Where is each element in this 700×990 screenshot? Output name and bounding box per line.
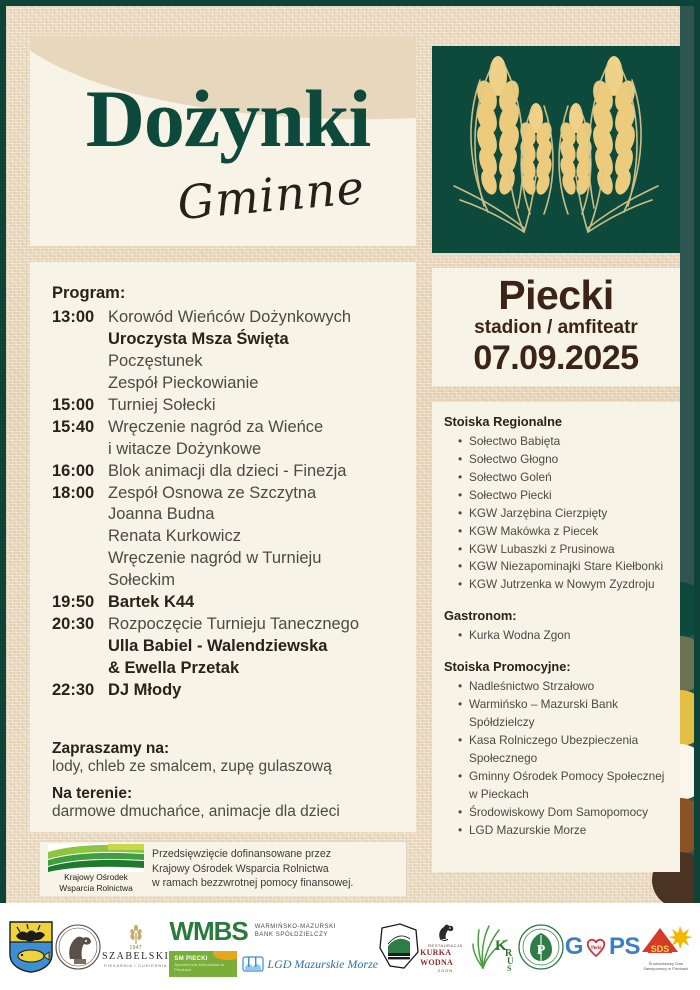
gops-letter-g: G: [564, 932, 583, 960]
program-row-time: 16:00: [52, 461, 95, 480]
krus-logo: [471, 922, 517, 972]
program-row: [52, 461, 396, 483]
program-row: [52, 548, 396, 570]
kowr-logo-icon: [48, 844, 144, 893]
place-card: [432, 268, 680, 386]
program-row-time: 20:30: [52, 615, 95, 634]
program-row: [52, 329, 396, 351]
program-row-text: i witacze Dożynkowe: [108, 439, 262, 458]
program-row-time: 15:40: [52, 417, 95, 436]
list-item: • KGW Jarzębina Cierzpięty: [458, 505, 670, 523]
list-item: • Gminny Ośrodek Pomocy Społecznej w Pieckach: [458, 768, 670, 804]
program-row: [52, 680, 396, 702]
program-row-text: Turniej Sołecki: [108, 395, 216, 414]
kurka-place: ZGON: [437, 967, 454, 973]
program-row: [52, 592, 396, 614]
program-row-text: Blok animacji dla dzieci - Finezja: [108, 461, 347, 480]
wmbs-fullname-line2: BANK SPÓŁDZIELCZY: [254, 931, 328, 938]
program-row: [52, 373, 396, 395]
program-row-text: Wręczenie nagród w Turnieju: [108, 549, 322, 568]
program-row-text: Poczęstunek: [108, 351, 203, 370]
list-item: • Warmińsko – Mazurski Bank Spółdzielczy: [458, 696, 670, 732]
program-row-text: Sołeckim: [108, 571, 175, 590]
stalls-card: [432, 402, 680, 872]
list-item: • Kurka Wodna Zgon: [458, 627, 670, 645]
funding-text-line1: Przedsięwzięcie dofinansowane przez: [152, 848, 332, 861]
program-row: [52, 483, 396, 505]
mazurski-bazyl-logo: [378, 922, 420, 972]
place-venue: stadion / amfiteatr: [474, 317, 638, 339]
list-item: • Sołectwo Goleń: [458, 469, 670, 487]
list-item: • Sołectwo Piecki: [458, 487, 670, 505]
wmbs-fullname-line1: WARMIŃSKO-MAZURSKI: [254, 924, 336, 930]
gastro-list: [458, 627, 670, 645]
program-row: [52, 526, 396, 548]
program-row-time: 18:00: [52, 483, 95, 502]
svg-text:S: S: [506, 963, 512, 972]
lgd-mazurskie-morze-wordmark: LGD Mazurskie Morze: [267, 956, 379, 971]
wheat-ears-icon: [432, 46, 680, 253]
szabelski-year: 1947: [129, 944, 142, 951]
svg-text:R: R: [504, 947, 513, 959]
list-item: • Nadleśnictwo Strzałowo: [458, 678, 670, 696]
sm-piecki-sub: Spółdzielnia Mleczarska w Pieckach: [174, 963, 225, 972]
restauracja-kurka-wodna-logo: [420, 921, 471, 973]
program-row: [52, 504, 396, 526]
wmbs-logo: [169, 916, 378, 977]
wmbs-wordmark: WMBS: [169, 916, 248, 946]
program-row-text: Wręczenie nagród za Wieńce: [108, 417, 324, 436]
program-row-text: Rozpoczęcie Turnieju Tanecznego: [108, 615, 360, 634]
regional-stalls-list: [458, 433, 670, 594]
sponsor-logo-bar: [0, 903, 700, 990]
svg-text:K: K: [494, 937, 507, 954]
lasy-panstwowe-logo: [517, 923, 565, 971]
list-item: • KGW Makówka z Piecek: [458, 523, 670, 541]
gastro-heading: Gastronom:: [444, 608, 517, 624]
gops-piecki-logo: [565, 933, 640, 961]
invite-card: [30, 734, 416, 832]
program-row: [52, 417, 396, 439]
funding-text-line3: w ramach bezzwrotnej pomocy finansowej.: [152, 877, 354, 890]
szabelski-wordmark-logo: [102, 925, 169, 969]
szabelski-horse-logo: [54, 923, 102, 971]
program-row-time: 22:30: [52, 680, 95, 699]
program-row-text: Zespół Pieckowianie: [108, 373, 259, 392]
svg-text:SDS: SDS: [650, 944, 670, 955]
program-row-text: Bartek K44: [108, 593, 195, 612]
kowr-logo-line2: Wsparcia Rolnictwa: [59, 883, 133, 893]
program-row-time: 15:00: [52, 395, 95, 414]
list-item: • KGW Jutrzenka w Nowym Zyzdroju: [458, 576, 670, 594]
invite-text-area: darmowe dmuchańce, animacje dla dzieci: [52, 803, 340, 820]
sds-logo: [640, 922, 692, 971]
program-row-text: Korowód Wieńców Dożynkowych: [108, 308, 352, 326]
svg-text:Piecki: Piecki: [590, 945, 602, 951]
funding-text-line2: Krajowy Ośrodek Wsparcia Rolnictwa: [152, 862, 329, 875]
program-row-text: & Ewella Przetak: [108, 659, 240, 677]
program-row: [52, 307, 396, 329]
kurka-name: KURKA WODNA: [420, 947, 454, 967]
list-item: • Sołectwo Głogno: [458, 451, 670, 469]
hero-title-card: [30, 36, 416, 246]
promo-stalls-heading: Stoiska Promocyjne:: [444, 659, 571, 675]
szabelski-tagline: PIEKARNIA I CUKIERNIA: [104, 963, 168, 969]
event-date: 07.09.2025: [473, 338, 639, 377]
program-list: [52, 307, 396, 702]
program-row-text: Uroczysta Msza Święta: [108, 329, 289, 348]
program-heading: Program:: [52, 284, 126, 302]
program-row-time: 19:50: [52, 593, 95, 612]
gmina-piecki-coat-of-arms-logo: [8, 920, 54, 974]
program-row: [52, 636, 396, 658]
list-item: • Kasa Rolniczego Ubezpieczenia Społecznego: [458, 732, 670, 768]
program-row-text: Joanna Budna: [108, 505, 215, 524]
program-row-text: Ulla Babiel - Walendziewska: [108, 637, 328, 656]
list-item: • LGD Mazurskie Morze: [458, 822, 670, 840]
sds-fullname: Środowiskowy Dom Samopomocy w Pieckach: [643, 962, 689, 971]
promo-stalls-list: [458, 678, 670, 839]
program-row-text: Zespół Osnowa ze Szczytna: [108, 483, 317, 502]
program-row-time: 13:00: [52, 308, 95, 326]
place-name: Piecki: [498, 272, 614, 318]
svg-text:U: U: [506, 955, 514, 966]
kurka-restauracja-label: RESTAURACJA: [428, 942, 463, 948]
list-item: • KGW Niezapominajki Stare Kiełbonki: [458, 558, 670, 576]
kowr-logo-line1: Krajowy Ośrodek: [64, 872, 128, 883]
program-row-text: DJ Młody: [108, 680, 182, 699]
szabelski-name: SZABELSKI: [102, 950, 170, 962]
page-subtitle: Gminne: [175, 159, 367, 231]
page-title: Dożynki: [85, 73, 371, 164]
gops-letters-ps: PS: [608, 932, 640, 960]
regional-stalls-heading: Stoiska Regionalne: [444, 414, 563, 429]
list-item: • KGW Lubaszki z Prusinowa: [458, 541, 670, 559]
invite-text-food: lody, chleb ze smalcem, zupę gulaszową: [52, 758, 332, 775]
sm-piecki-name: SM PIECKI: [174, 955, 208, 962]
poster-paper-background: [6, 6, 694, 903]
program-row-text: Renata Kurkowicz: [108, 527, 241, 546]
svg-text:P: P: [536, 942, 546, 958]
program-row: [52, 439, 396, 461]
list-item: • Sołectwo Babięta: [458, 433, 670, 451]
invite-heading-area: Na terenie:: [52, 785, 133, 802]
program-row: [52, 614, 396, 636]
list-item: • Środowiskowy Dom Samopomocy: [458, 804, 670, 822]
funding-card: [40, 842, 406, 896]
program-row: [52, 395, 396, 417]
invite-heading-food: Zapraszamy na:: [52, 740, 170, 757]
funding-text: [152, 847, 353, 891]
program-row: [52, 570, 396, 592]
program-row: [52, 658, 396, 680]
program-row: [52, 351, 396, 373]
